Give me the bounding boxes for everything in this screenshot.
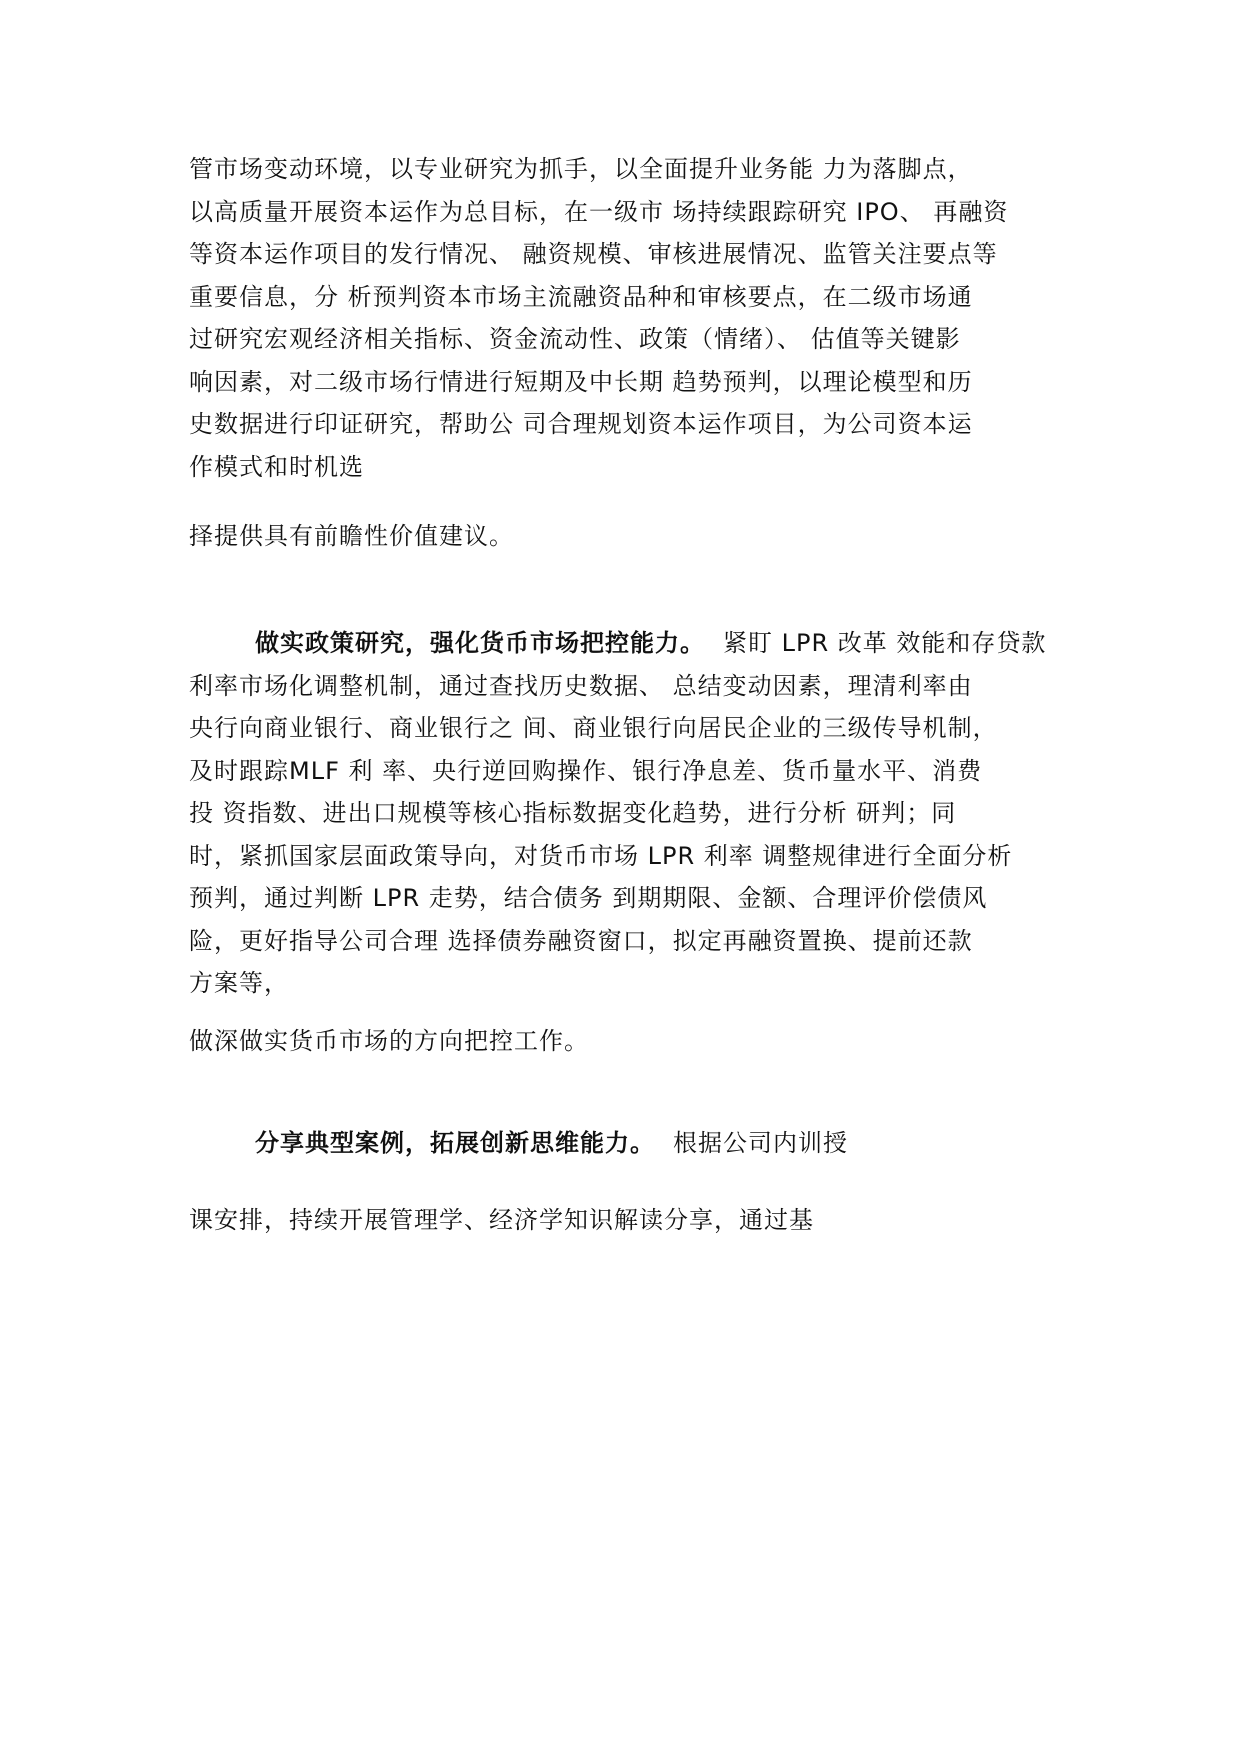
text-line-first xyxy=(189,622,1049,665)
text-line: 方案等， xyxy=(189,969,289,997)
text-line: 险，更好指导公司合理 选择债券融资窗口，拟定再融资置换、提前还款 xyxy=(189,926,973,955)
text-line: 等资本运作项目的发行情况、 融资规模、审核进展情况、监管关注要点等 xyxy=(189,240,998,268)
text-fragment: 根据公司内训授 xyxy=(673,1129,848,1157)
text-line: 预判，通过判断 LPR 走势，结合债务 到期期限、金额、合理评价偿债风 xyxy=(189,884,988,912)
text-line: 史数据进行印证研究，帮助公 司合理规划资本运作项目，为公司资本运 xyxy=(189,410,973,438)
paragraph-tail: 做深做实货币市场的方向把控工作。 xyxy=(189,1027,589,1055)
text-line: 响因素，对二级市场行情进行短期及中长期 趋势预判，以理论模型和历 xyxy=(189,367,973,396)
text-line: 央行向商业银行、商业银行之 间、商业银行向居民企业的三级传导机制， xyxy=(189,714,998,742)
text-fragment: 紧盯 LPR 改革 效能和存贷款 xyxy=(723,629,1047,657)
text-line: 及时跟踪MLF 利 率、央行逆回购操作、银行净息差、货币量水平、消费 xyxy=(189,756,983,785)
paragraph-capital-research xyxy=(189,148,1049,488)
text-line: 管市场变动环境，以专业研究为抓手，以全面提升业务能 力为落脚点， xyxy=(189,155,973,183)
paragraph-lead-heading: 做实政策研究，强化货币市场把控能力。 xyxy=(255,629,705,657)
paragraph-tail: 课安排，持续开展管理学、经济学知识解读分享，通过基 xyxy=(189,1206,814,1234)
text-line: 时，紧抓国家层面政策导向，对货币市场 LPR 利率 调整规律进行全面分析 xyxy=(189,841,1013,870)
text-line: 重要信息，分 析预判资本市场主流融资品种和审核要点，在二级市场通 xyxy=(189,282,973,311)
paragraph-lead-heading: 分享典型案例，拓展创新思维能力。 xyxy=(255,1129,655,1157)
text-line: 投 资指数、进出口规模等核心指标数据变化趋势，进行分析 研判；同 xyxy=(189,799,957,827)
paragraph-tail: 择提供具有前瞻性价值建议。 xyxy=(189,522,514,550)
text-line: 利率市场化调整机制，通过查找历史数据、 总结变动因素，理清利率由 xyxy=(189,671,973,700)
paragraph-policy-research xyxy=(189,622,1049,1005)
text-line: 过研究宏观经济相关指标、资金流动性、政策（情绪）、 估值等关键影 xyxy=(189,325,961,353)
text-line: 以高质量开展资本运作为总目标，在一级市 场持续跟踪研究 IPO、 再融资 xyxy=(189,197,1009,226)
paragraph-case-sharing xyxy=(189,1127,848,1159)
text-line: 作模式和时机选 xyxy=(189,452,364,481)
